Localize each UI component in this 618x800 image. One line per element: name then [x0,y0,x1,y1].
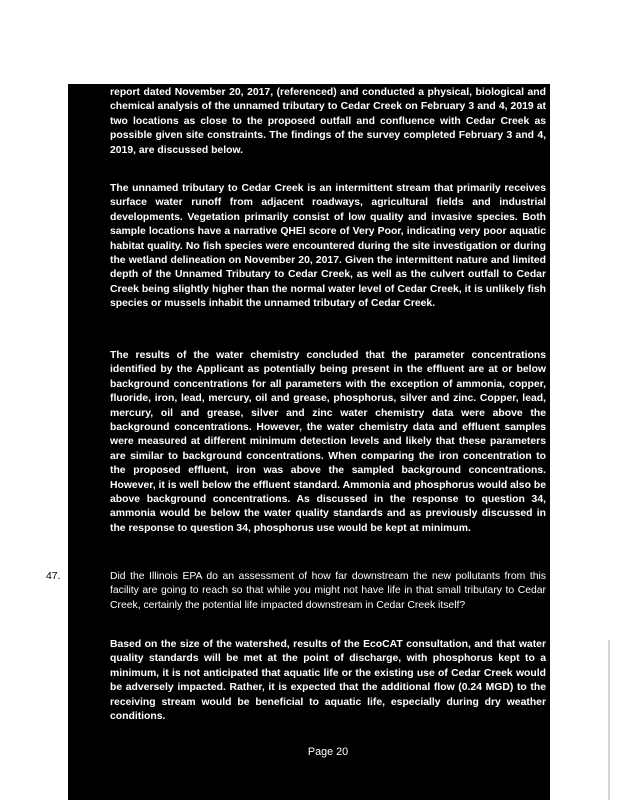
response-paragraph-3: The results of the water chemistry concluded that the parameter concentrations identified by the Applicant as potentially being present in the effluent are at or below background concentrations for all parameters with the exception of ammonia, copper, fluoride, iron, lead, mercury, oil and grease, phosphorus, silver and zinc. Copper, lead, mercury, oil and grease, silver and zinc water chemistry data were above the background concentrations. However, the water chemistry data and effluent samples were measured at different minimum detection levels and likely that these parameters are similar to background concentrations. When comparing the iron concentration to the proposed effluent, iron was above the sampled background concentrations. However, it is well below the effluent standard. Ammonia and phosphorus would also be above background concentrations. As discussed in the response to question 34, ammonia would be below the water quality standards and as previously discussed in the response to question 34, phosphorus use would be kept at minimum. [110,350,546,534]
response-paragraph-1: report dated November 20, 2017, (referenced) and conducted a physical, biological and chemical analysis of the unnamed tributary to Cedar Creek on February 3 and 4, 2019 at two locations as close to the proposed outfall and confluence with Cedar Creek as possible given site constraints. The findings of the survey completed February 3 and 4, 2019, are discussed below. [110,87,546,156]
page-number: Page 20 [307,746,349,758]
response-paragraph-4: Based on the size of the watershed, results of the EcoCAT consultation, and that water quality standards will be met at the point of discharge, with phosphorus kept to a minimum, it is not anticipated that aquatic life or the existing use of Cedar Creek would be adversely impacted. Rather, it is expected that the additional flow (0.24 MGD) to the receiving stream would be beneficial to aquatic life, especially during dry weather conditions. [110,639,546,723]
question-text: Did the Illinois EPA do an assessment of how far downstream the new pollutants from this facility are going to reach so that while you might not have life in that small tributary to Cedar Creek, certainly the potential life impacted downstream in Cedar Creek itself? [110,571,546,611]
scan-edge-line [608,640,610,800]
question-number: 47. [46,571,61,582]
response-paragraph-2: The unnamed tributary to Cedar Creek is an intermittent stream that primarily receives surface water runoff from adjacent roadways, agricultural fields and industrial developments. Vegetation primarily consist of low quality and invasive species. Both sample locations have a narrative QHEI score of Very Poor, indicating very poor aquatic habitat quality. No fish species were encountered during the site investigation or during the wetland delineation on November 20, 2017. Given the intermittent nature and limited depth of the Unnamed Tributary to Cedar Creek, as well as the culvert outfall to Cedar Creek being slightly higher than the normal water level of Cedar Creek, it is unlikely fish species or mussels inhabit the unnamed tributary of Cedar Creek. [110,183,546,310]
